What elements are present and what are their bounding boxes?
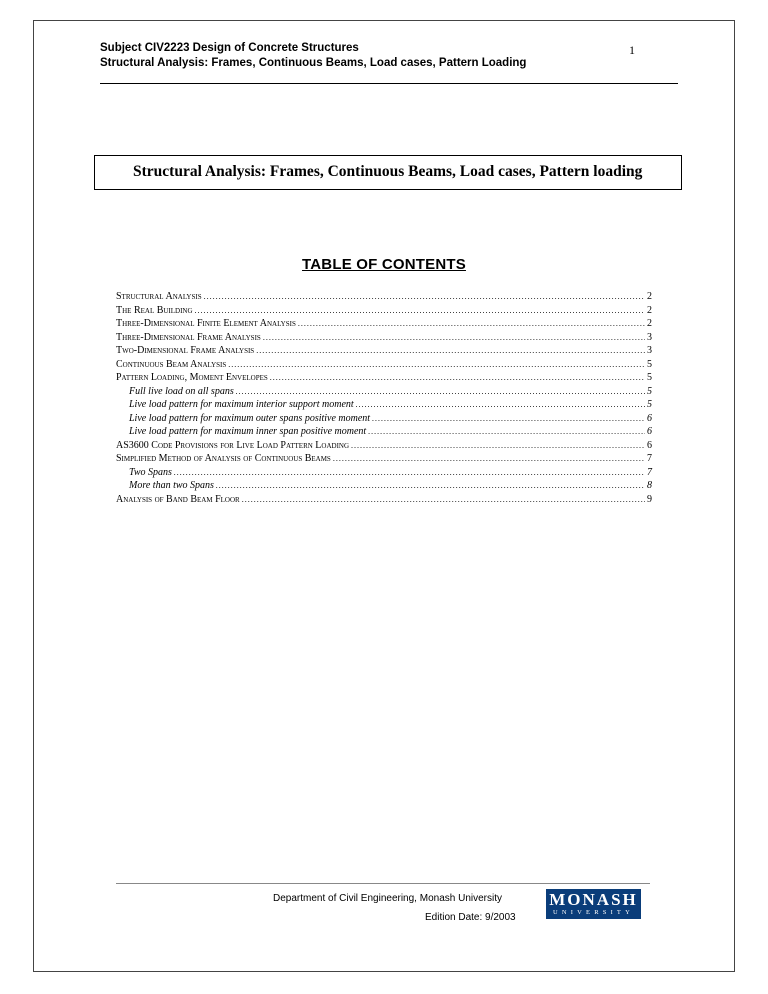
logo-subtitle: UNIVERSITY [553, 909, 634, 916]
toc-leader-dots [174, 466, 645, 480]
toc-entry-title: Three-Dimensional Finite Element Analysis [116, 318, 296, 329]
toc-leader-dots [256, 344, 645, 358]
toc-entry[interactable] [116, 412, 652, 426]
toc-entry[interactable] [116, 317, 652, 331]
toc-leader-dots [228, 358, 645, 372]
toc-entry[interactable] [116, 425, 652, 439]
toc-entry-page: 6 [647, 439, 652, 451]
toc-entry[interactable] [116, 439, 652, 453]
toc-leader-dots [195, 304, 645, 318]
page-number: 1 [629, 43, 635, 57]
toc-entry-page: 8 [647, 480, 652, 491]
toc-entry-page: 5 [647, 399, 652, 410]
toc-entry-title: Pattern Loading, Moment Envelopes [116, 372, 268, 383]
toc-entry-page: 9 [647, 493, 652, 505]
toc-entry[interactable] [116, 331, 652, 345]
toc-leader-dots [298, 317, 645, 331]
toc-entry[interactable] [116, 466, 652, 480]
toc-entry-page: 7 [647, 453, 652, 464]
toc-entry-title: Analysis of Band Beam Floor [116, 493, 240, 505]
header-topic-line: Structural Analysis: Frames, Continuous Beams, Load cases, Pattern Loading [100, 57, 527, 69]
toc-entry[interactable] [116, 358, 652, 372]
toc-entry-page: 3 [647, 345, 652, 356]
toc-entry-title: Two Spans [129, 466, 172, 478]
footer-edition-date: Edition Date: 9/2003 [425, 912, 516, 923]
table-of-contents [116, 290, 652, 506]
toc-entry[interactable] [116, 344, 652, 358]
toc-entry[interactable] [116, 493, 652, 507]
toc-entry-title: Live load pattern for maximum inner span positive moment [129, 426, 367, 437]
toc-entry-title: Live load pattern for maximum outer spans positive moment [129, 412, 371, 424]
toc-entry[interactable] [116, 398, 652, 412]
toc-heading: TABLE OF CONTENTS [302, 256, 466, 273]
toc-entry[interactable] [116, 479, 652, 493]
toc-entry-title: Structural Analysis [116, 291, 202, 302]
toc-entry[interactable] [116, 452, 652, 466]
toc-leader-dots [356, 398, 645, 412]
toc-entry-title: Three-Dimensional Frame Analysis [116, 331, 261, 343]
toc-leader-dots [368, 425, 645, 439]
document-title-box [94, 155, 682, 190]
monash-logo [546, 889, 641, 919]
logo-wordmark: MONASH [549, 890, 638, 909]
toc-entry[interactable] [116, 385, 652, 399]
toc-entry-title: Simplified Method of Analysis of Continuous Beams [116, 453, 331, 464]
page-header [100, 41, 680, 71]
toc-entry-page: 2 [647, 304, 652, 316]
toc-entry[interactable] [116, 290, 652, 304]
toc-entry-page: 5 [647, 372, 652, 383]
toc-entry-page: 3 [647, 331, 652, 343]
document-title: Structural Analysis: Frames, Continuous Beams, Load cases, Pattern loading [133, 163, 643, 180]
toc-entry-title: The Real Building [116, 304, 193, 316]
toc-leader-dots [263, 331, 645, 345]
toc-entry-page: 7 [647, 466, 652, 478]
footer-department: Department of Civil Engineering, Monash University [273, 893, 502, 904]
toc-entry-title: Two-Dimensional Frame Analysis [116, 345, 255, 356]
header-divider [100, 83, 678, 84]
toc-leader-dots [236, 385, 645, 399]
toc-entry-page: 6 [647, 412, 652, 424]
toc-entry-page: 5 [647, 385, 652, 397]
toc-leader-dots [372, 412, 645, 426]
toc-entry[interactable] [116, 371, 652, 385]
header-subject-line: Subject CIV2223 Design of Concrete Structures [100, 42, 359, 54]
toc-entry-title: Continuous Beam Analysis [116, 358, 227, 370]
toc-entry-title: Full live load on all spans [129, 385, 234, 397]
toc-entry-title: AS3600 Code Provisions for Live Load Pattern Loading [116, 439, 350, 451]
toc-leader-dots [204, 290, 645, 304]
toc-leader-dots [270, 371, 645, 385]
toc-entry-page: 2 [647, 318, 652, 329]
toc-entry-page: 5 [647, 358, 652, 370]
toc-leader-dots [333, 452, 645, 466]
footer-divider [116, 883, 650, 884]
toc-entry-page: 6 [647, 426, 652, 437]
toc-entry-page: 2 [647, 291, 652, 302]
toc-leader-dots [216, 479, 645, 493]
toc-entry[interactable] [116, 304, 652, 318]
toc-entry-title: Live load pattern for maximum interior support moment [129, 399, 354, 410]
toc-entry-title: More than two Spans [129, 480, 214, 491]
toc-leader-dots [351, 439, 645, 453]
toc-leader-dots [242, 493, 645, 507]
